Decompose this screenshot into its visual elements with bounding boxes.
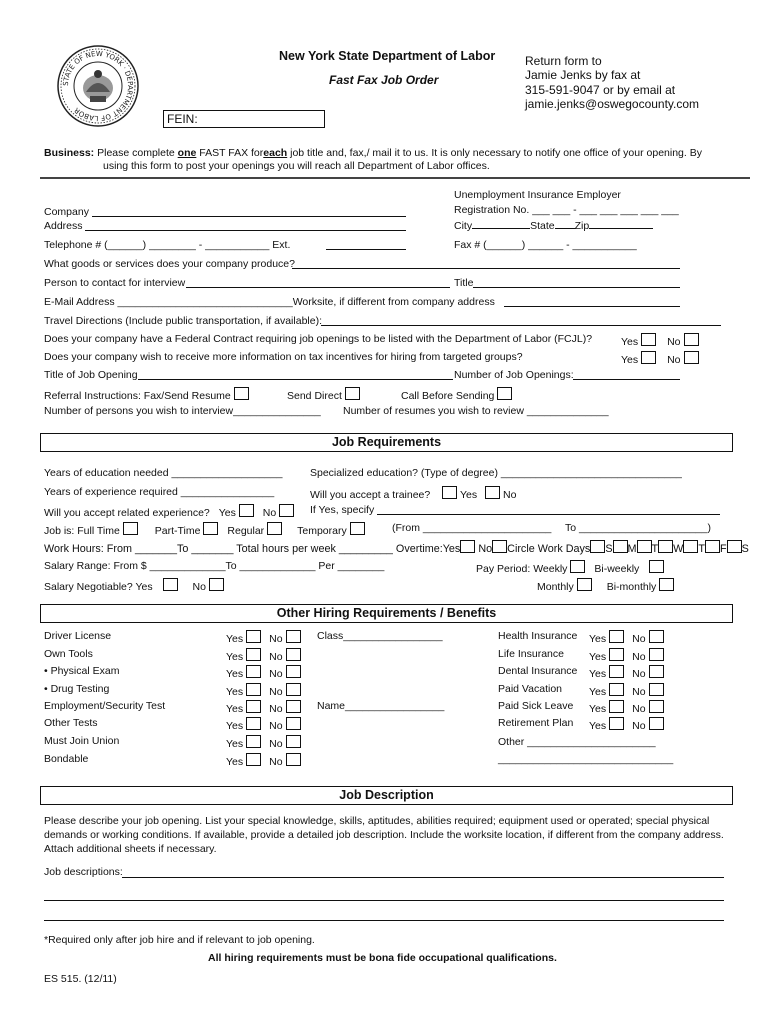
day-label: T [651, 543, 659, 555]
bona-fide-note: All hiring requirements must be bona fide occupational qualifications. [208, 952, 557, 964]
address-label: Address [44, 220, 83, 232]
return-email[interactable]: jamie.jenks@oswegocounty.com [525, 97, 700, 112]
day-label: S [741, 543, 749, 555]
requirement-no-checkbox[interactable] [286, 700, 301, 713]
benefit-label: Paid Sick Leave [498, 700, 574, 712]
monthly-checkbox[interactable] [577, 578, 592, 591]
fax-resume-checkbox[interactable] [234, 387, 249, 400]
benefit-options [589, 630, 664, 645]
job-is-label: Job is: Full Time [44, 525, 120, 537]
fcjl-yes-checkbox[interactable] [641, 333, 656, 346]
state-label: State [530, 220, 555, 232]
send-direct-checkbox[interactable] [345, 387, 360, 400]
business-line-2: using this form to post your openings you will reach all Department of Labor offices. [103, 160, 490, 172]
ext-input-line[interactable] [326, 249, 406, 250]
yes-label: Yes [226, 686, 244, 698]
no-label: No [269, 668, 283, 680]
call-before-label: Call Before Sending [401, 390, 495, 402]
if-yes-label: If Yes, specify [310, 504, 375, 516]
pay-period-label: Pay Period: Weekly [476, 563, 568, 575]
regular-label: Regular [227, 525, 265, 537]
related-no-checkbox[interactable] [279, 504, 294, 517]
trainee-label: Will you accept a trainee? [310, 489, 431, 501]
yes-label: Yes [621, 354, 639, 366]
benefit-no-checkbox[interactable] [649, 683, 664, 696]
requirement-yes-checkbox[interactable] [246, 700, 261, 713]
related-experience-row [44, 504, 294, 519]
no-label: No [269, 703, 283, 715]
requirement-no-checkbox[interactable] [286, 753, 301, 766]
fcjl-question: Does your company have a Federal Contract requiring job openings to be listed with the Department of Labor (FCJL)? [44, 333, 593, 345]
requirement-label: • Drug Testing [44, 683, 110, 695]
no-label: No [667, 354, 681, 366]
yes-label: Yes [218, 507, 236, 519]
requirement-label: Employment/Security Test [44, 700, 166, 712]
requirement-label: • Physical Exam [44, 665, 120, 677]
fcjl-options [621, 333, 699, 348]
tax-options [621, 351, 699, 366]
bimonthly-label: Bi-monthly [606, 581, 657, 593]
telephone-field[interactable]: Telephone # (______) ________ - ___________ Ext. [44, 239, 291, 251]
biweekly-checkbox[interactable] [649, 560, 664, 573]
requirement-no-checkbox[interactable] [286, 735, 301, 748]
benefit-yes-checkbox[interactable] [609, 717, 624, 730]
yes-label: Yes [226, 633, 244, 645]
yes-label: Yes [226, 651, 244, 663]
requirement-options [226, 665, 301, 680]
no-label: No [667, 336, 681, 348]
business-text-2: FAST FAX for [199, 147, 264, 159]
benefit-no-checkbox[interactable] [649, 700, 664, 713]
requirement-yes-checkbox[interactable] [246, 683, 261, 696]
contact-title-label: Title [454, 277, 474, 289]
job-title-input-line[interactable] [138, 379, 453, 380]
benefit-label: Health Insurance [498, 630, 578, 642]
business-each: each [263, 147, 288, 159]
goods-input-line[interactable] [292, 268, 680, 269]
benefit-label: Life Insurance [498, 648, 564, 660]
other-requirements-title: Other Hiring Requirements / Benefits [276, 606, 497, 620]
requirement-label: Bondable [44, 753, 89, 765]
overtime-no-label: No [478, 543, 493, 555]
top-divider [40, 177, 750, 179]
overtime-no-checkbox[interactable] [492, 540, 507, 553]
yes-label: Yes [226, 703, 244, 715]
requirement-options [226, 630, 301, 645]
biweekly-label: Bi-weekly [594, 563, 640, 575]
related-experience-label: Will you accept related experience? [44, 507, 210, 519]
specialized-field[interactable]: Specialized education? (Type of degree) _______________________________ [310, 467, 682, 479]
if-yes-input-line[interactable] [377, 514, 720, 515]
day-checkbox[interactable] [683, 540, 698, 553]
benefit-label: Dental Insurance [498, 665, 578, 677]
benefit-options [589, 700, 664, 715]
other-benefit-line-2[interactable]: ______________________________ [498, 753, 674, 765]
email-worksite-label: E-Mail Address ______________________________Worksite, if different from company address [44, 296, 495, 308]
travel-label: Travel Directions (Include public transportation, if available): [44, 315, 322, 327]
monthly-label: Monthly [537, 581, 574, 593]
yes-label: Yes [621, 336, 639, 348]
requirement-no-checkbox[interactable] [286, 665, 301, 678]
regular-checkbox[interactable] [267, 522, 282, 535]
return-line: 315-591-9047 or by email at [525, 82, 676, 97]
negotiable-label: Salary Negotiable? Yes [44, 581, 153, 593]
requirement-no-checkbox[interactable] [286, 717, 301, 730]
benefit-no-checkbox[interactable] [649, 665, 664, 678]
benefit-yes-checkbox[interactable] [609, 648, 624, 661]
yes-label: Yes [226, 756, 244, 768]
part-time-checkbox[interactable] [203, 522, 218, 535]
fcjl-no-checkbox[interactable] [684, 333, 699, 346]
no-label: No [632, 703, 646, 715]
requirement-yes-checkbox[interactable] [246, 630, 261, 643]
benefit-yes-checkbox[interactable] [609, 630, 624, 643]
fax-field[interactable]: Fax # (______) ______ - ___________ [454, 239, 637, 251]
ui-employer-label: Unemployment Insurance Employer [454, 189, 621, 201]
temporary-checkbox[interactable] [350, 522, 365, 535]
temp-to-field[interactable]: To ______________________) [565, 522, 711, 534]
benefit-label: Retirement Plan [498, 717, 574, 729]
call-before-checkbox[interactable] [497, 387, 512, 400]
education-field[interactable]: Years of education needed ___________________ [44, 467, 283, 479]
requirement-options [226, 753, 301, 768]
day-checkbox[interactable] [658, 540, 673, 553]
job-desc-instructions-1: Please describe your job opening. List your special knowledge, skills, aptitudes, abilities required; equipment used or operated; special physical [44, 815, 710, 827]
business-text-3: job title and, fax,/ mail it to us. It is only necessary to notify one office of your opening. By [290, 147, 702, 159]
form-number: ES 515. (12/11) [44, 973, 117, 985]
experience-field[interactable]: Years of experience required ________________ [44, 486, 275, 498]
job-desc-instructions-3: Attach additional sheets if necessary. [44, 843, 217, 855]
benefit-yes-checkbox[interactable] [609, 683, 624, 696]
tax-yes-checkbox[interactable] [641, 351, 656, 364]
benefit-no-checkbox[interactable] [649, 630, 664, 643]
job-type-row [44, 522, 365, 537]
requirement-options [226, 700, 301, 715]
day-checkbox[interactable] [727, 540, 742, 553]
required-note: *Required only after job hire and if relevant to job opening. [44, 934, 315, 946]
day-label: T [698, 543, 705, 555]
send-direct-label: Send Direct [287, 390, 342, 402]
yes-label: Yes [226, 738, 244, 750]
pay-period-row [476, 560, 664, 575]
requirement-label: Driver License [44, 630, 112, 642]
requirement-yes-checkbox[interactable] [246, 665, 261, 678]
company-input-line[interactable] [92, 216, 406, 217]
weekly-checkbox[interactable] [570, 560, 585, 573]
job-description-line[interactable] [44, 920, 724, 921]
no-label: No [269, 756, 283, 768]
job-description-line[interactable] [122, 877, 724, 878]
yes-label: Yes [589, 668, 607, 680]
send-direct-option [287, 387, 360, 402]
related-yes-checkbox[interactable] [239, 504, 254, 517]
day-label: W [673, 543, 684, 555]
fein-field[interactable] [163, 110, 325, 128]
circle-days-label: Circle Work Days [507, 543, 591, 555]
job-title-label: Title of Job Opening [44, 369, 138, 381]
part-time-label: Part-Time [154, 525, 201, 537]
city-state-zip[interactable] [454, 219, 653, 232]
referral-label: Referral Instructions: Fax/Send Resume [44, 390, 231, 402]
benefit-yes-checkbox[interactable] [609, 665, 624, 678]
address-input-line[interactable] [85, 230, 406, 231]
requirement-no-checkbox[interactable] [286, 648, 301, 661]
requirement-label: Must Join Union [44, 735, 120, 747]
monthly-row [537, 578, 674, 593]
tax-no-checkbox[interactable] [684, 351, 699, 364]
job-desc-instructions-2: demands or working conditions. If available, provide a detailed job description. Include the worksite location, if different from the company address. [44, 829, 724, 841]
requirement-options [226, 648, 301, 663]
no-label: No [269, 633, 283, 645]
no-label: No [632, 686, 646, 698]
contact-input-line[interactable] [186, 287, 450, 288]
day-label: M [627, 543, 637, 555]
work-hours-row [44, 540, 749, 555]
yes-label: Yes [589, 633, 607, 645]
business-one: one [177, 147, 197, 159]
form-title: Fast Fax Job Order [329, 73, 439, 87]
contact-title-input-line[interactable] [473, 287, 680, 288]
job-requirements-title: Job Requirements [331, 435, 442, 449]
benefit-label: Paid Vacation [498, 683, 563, 695]
yes-label: Yes [226, 668, 244, 680]
job-description-title: Job Description [339, 788, 434, 802]
business-paragraph [44, 147, 702, 159]
requirement-no-checkbox[interactable] [286, 683, 301, 696]
return-instructions [525, 54, 699, 112]
agency-title: New York State Department of Labor [279, 49, 496, 63]
yes-label: Yes [589, 703, 607, 715]
day-label: F [719, 543, 727, 555]
requirement-yes-checkbox[interactable] [246, 753, 261, 766]
nys-seal [56, 44, 140, 128]
bimonthly-checkbox[interactable] [659, 578, 674, 591]
no-label: No [503, 489, 517, 501]
tax-question: Does your company wish to receive more information on tax incentives for hiring from targeted groups? [44, 351, 523, 363]
benefit-yes-checkbox[interactable] [609, 700, 624, 713]
referral-row [44, 387, 249, 402]
yes-label: Yes [589, 686, 607, 698]
call-before-option [401, 387, 512, 402]
requirement-yes-checkbox[interactable] [246, 648, 261, 661]
work-hours-label[interactable]: Work Hours: From _______To _______ Total hours per week _________ Overtime:Yes [44, 543, 461, 555]
other-benefit-field[interactable]: Other ______________________ [498, 736, 656, 748]
no-label: No [269, 651, 283, 663]
no-label: No [632, 668, 646, 680]
overtime-yes-checkbox[interactable] [460, 540, 475, 553]
trainee-no-checkbox[interactable] [485, 486, 500, 499]
num-openings-input-line[interactable] [573, 379, 680, 380]
return-line: Return form to [525, 54, 602, 68]
requirement-yes-checkbox[interactable] [246, 717, 261, 730]
no-label: No [262, 507, 277, 519]
requirement-options [226, 735, 301, 750]
requirement-no-checkbox[interactable] [286, 630, 301, 643]
day-checkbox[interactable] [590, 540, 605, 553]
trainee-row [310, 486, 516, 501]
requirement-options [226, 683, 301, 698]
day-label: S [605, 543, 613, 555]
negotiable-yes-checkbox[interactable] [163, 578, 178, 591]
business-text-1: Please complete [97, 147, 175, 159]
num-persons-field[interactable]: Number of persons you wish to interview_______________ [44, 405, 321, 417]
negotiable-row [44, 578, 224, 593]
job-descriptions-label: Job descriptions: [44, 866, 123, 878]
travel-input-line[interactable] [321, 325, 721, 326]
trainee-yes-checkbox[interactable] [442, 486, 457, 499]
test-name-field[interactable]: Name_________________ [317, 700, 445, 712]
temporary-label: Temporary [297, 525, 347, 537]
yes-label: Yes [589, 720, 607, 732]
yes-label: Yes [226, 720, 244, 732]
yes-label: Yes [459, 489, 478, 501]
svg-text:STATE OF NEW YORK · DEPARTMENT: STATE OF NEW YORK · DEPARTMENT OF LABOR [61, 49, 135, 123]
no-label: No [269, 686, 283, 698]
job-requirements-heading [40, 433, 733, 452]
other-requirements-heading [40, 604, 733, 623]
worksite-input-line[interactable] [504, 306, 680, 307]
salary-range-field[interactable]: Salary Range: From $ _____________To _____________ Per ________ [44, 560, 385, 572]
num-resumes-field[interactable]: Number of resumes you wish to review ______________ [343, 405, 609, 417]
job-description-line[interactable] [44, 900, 724, 901]
no-label: No [632, 633, 646, 645]
business-label: Business: [44, 147, 95, 159]
day-checkbox[interactable] [637, 540, 652, 553]
license-class-field[interactable]: Class_________________ [317, 630, 443, 642]
negotiable-no-checkbox[interactable] [209, 578, 224, 591]
day-checkbox[interactable] [613, 540, 628, 553]
no-label: No [269, 720, 283, 732]
benefit-options [589, 665, 664, 680]
registration-no[interactable]: Registration No. ___ ___ - ___ ___ ___ ___ ___ [454, 204, 679, 216]
benefit-no-checkbox[interactable] [649, 717, 664, 730]
company-label: Company [44, 206, 89, 218]
no-label: No [632, 651, 646, 663]
no-label: No [269, 738, 283, 750]
no-label: No [632, 720, 646, 732]
contact-label: Person to contact for interview [44, 277, 186, 289]
job-description-heading [40, 786, 733, 805]
requirement-yes-checkbox[interactable] [246, 735, 261, 748]
day-checkbox[interactable] [705, 540, 720, 553]
benefit-options [589, 683, 664, 698]
benefit-options [589, 648, 664, 663]
goods-label: What goods or services does your company produce? [44, 258, 295, 270]
zip-label: Zip [574, 220, 590, 232]
yes-label: Yes [589, 651, 607, 663]
return-line: Jamie Jenks by fax at [525, 68, 641, 83]
requirement-label: Other Tests [44, 717, 98, 729]
num-openings-label: Number of Job Openings: [454, 369, 574, 381]
fein-label: FEIN: [167, 112, 198, 126]
temp-from-field[interactable]: (From ______________________ [392, 522, 552, 534]
no-label: No [192, 581, 206, 593]
benefit-no-checkbox[interactable] [649, 648, 664, 661]
city-label: City [454, 220, 473, 232]
benefit-options [589, 717, 664, 732]
requirement-label: Own Tools [44, 648, 93, 660]
requirement-options [226, 717, 301, 732]
full-time-checkbox[interactable] [123, 522, 138, 535]
